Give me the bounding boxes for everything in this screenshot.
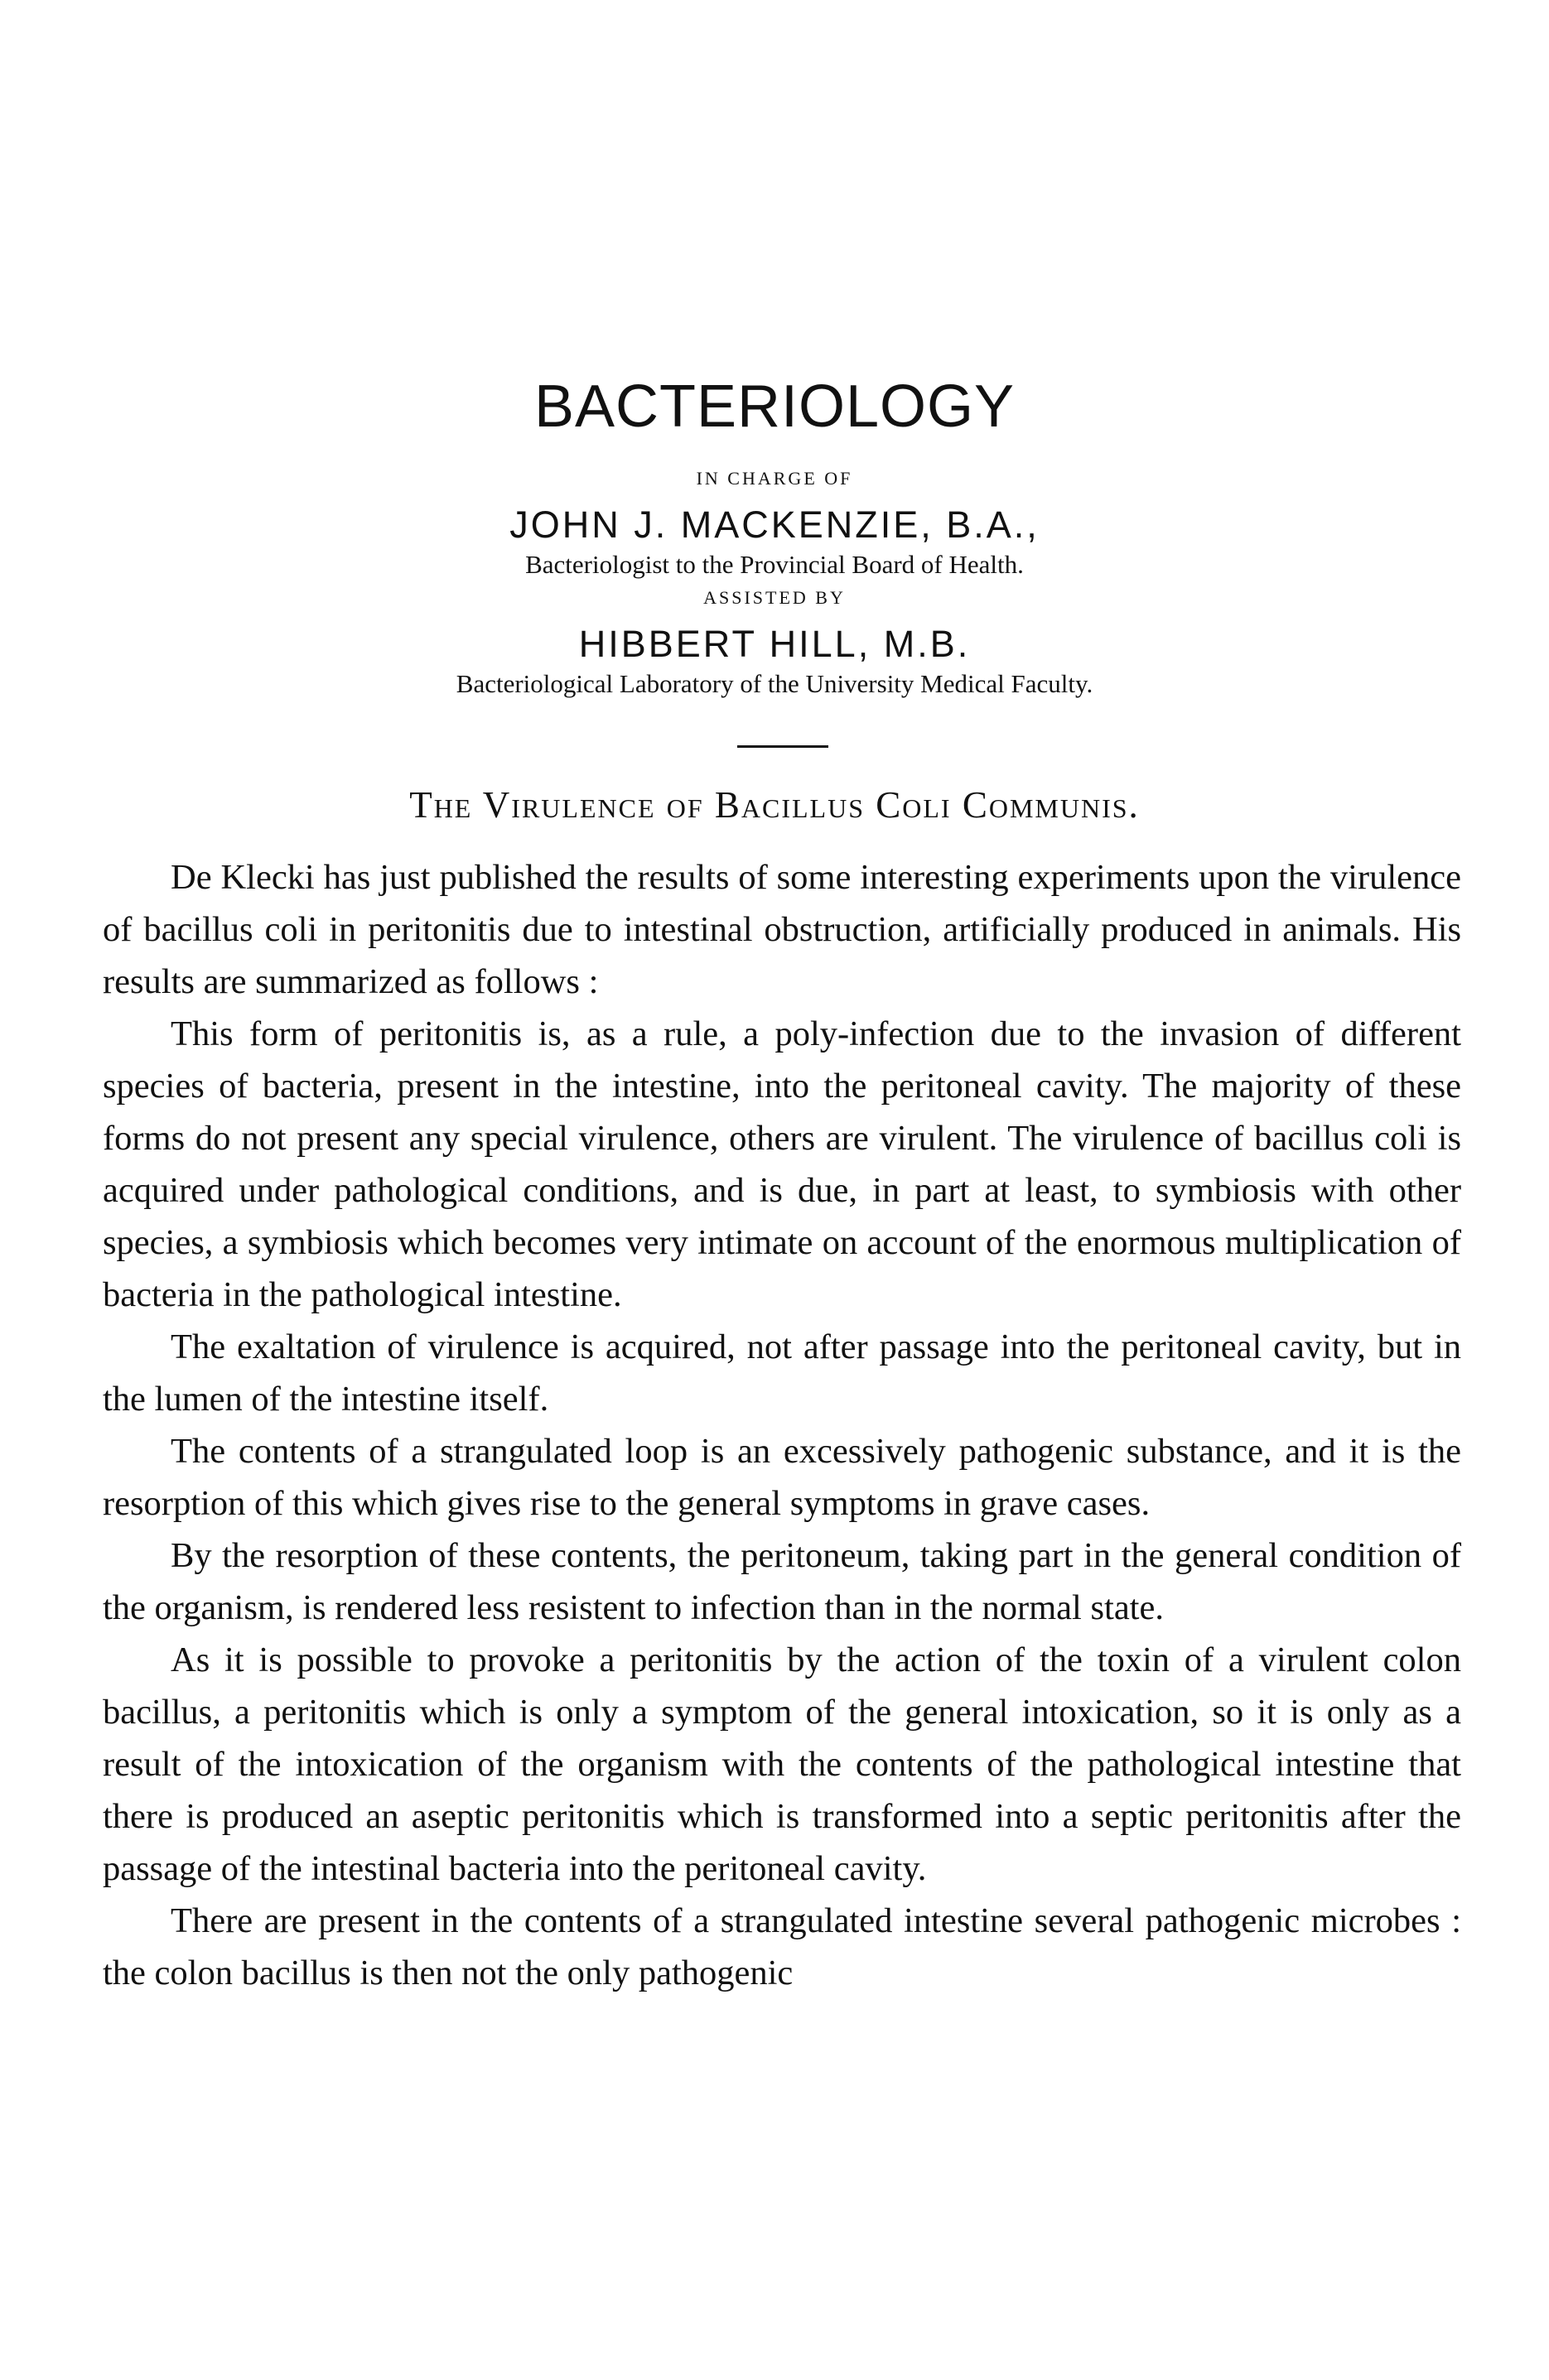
in-charge-label: IN CHARGE OF (696, 468, 853, 489)
author-affiliation: Bacteriologist to the Provincial Board of Health. (525, 550, 1024, 579)
paragraph: This form of peritonitis is, as a rule, a poly-infection due to the invasion of different species of bacteria, present in the intestine, into the peritoneal cavity. The majority of these forms do not present any special virulence, others are virulent. The virulence of bacillus coli is acquired under pathological conditions, and is due, in part at least, to symbiosis with other species, a symbiosis which becomes very intimate on account of the enormous multiplication of bacteria in the pathological intestine. (103, 1014, 1461, 1314)
article-title: The Virulence of Bacillus Coli Communis. (409, 784, 1140, 826)
paragraph: There are present in the contents of a strangulated intestine several pathogenic microbes : the colon bacillus is then not the only pathogenic (103, 1901, 1461, 1992)
section-divider (737, 745, 828, 748)
paragraph: The contents of a strangulated loop is an excessively pathogenic substance, and it is the resorption of this which gives rise to the general symptoms in grave cases. (103, 1432, 1461, 1523)
paragraph: By the resorption of these contents, the peritoneum, taking part in the general condition of the organism, is rendered less resistent to infection than in the normal state. (103, 1536, 1461, 1627)
assisted-by-label: ASSISTED BY (703, 587, 846, 608)
paragraph: De Klecki has just published the results of some interesting experiments upon the virulence of bacillus coli in peritonitis due to intestinal obstruction, artificially produced in animals. His results are summarized as follows : (103, 858, 1461, 1001)
article-body (103, 851, 1461, 1999)
paragraph: As it is possible to provoke a peritonitis by the action of the toxin of a virulent colon bacillus, a peritonitis which is only a symptom of the general intoxication, so it is only as a result of the intoxication of the organism with the contents of the pathological intestine that there is produced an aseptic peritonitis which is transformed into a septic peritonitis after the passage of the intestinal bacteria into the peritoneal cavity. (103, 1640, 1461, 1888)
assistant-name: HIBBERT HILL, M.B. (578, 623, 971, 665)
section-header (0, 373, 1549, 698)
section-title: BACTERIOLOGY (533, 373, 1016, 440)
author-name: JOHN J. MACKENZIE, B.A., (509, 503, 1040, 546)
assistant-affiliation: Bacteriological Laboratory of the University Medical Faculty. (456, 669, 1093, 698)
paragraph: The exaltation of virulence is acquired, not after passage into the peritoneal cavity, but in the lumen of the intestine itself. (103, 1327, 1461, 1419)
